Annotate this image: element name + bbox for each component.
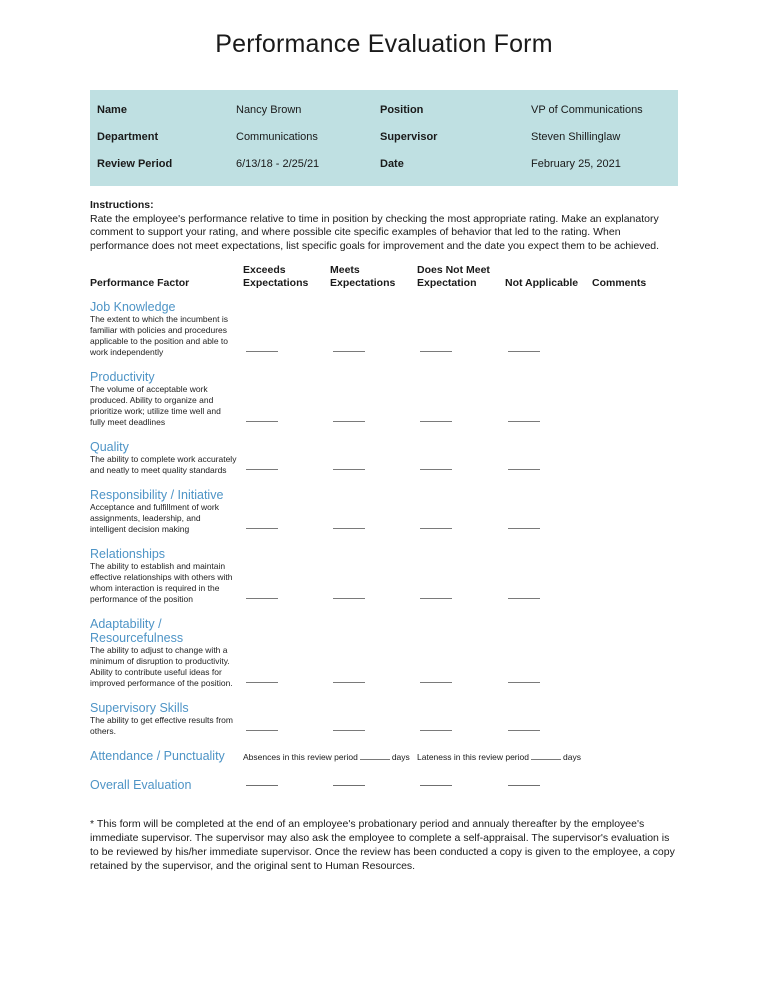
factor-cell <box>90 488 243 535</box>
lateness-days-label: days <box>562 752 581 762</box>
factor-cell <box>90 440 243 476</box>
rating-cell-meets <box>330 410 417 428</box>
rating-cell-meets <box>330 587 417 605</box>
factor-name: Productivity <box>90 370 155 384</box>
factor-description: The volume of acceptable work produced. Ability to organize and prioritize work; utilize time well and fully meet deadlines <box>90 384 221 427</box>
rating-cell-not-applicable <box>505 458 592 476</box>
overall-blank-meets[interactable] <box>333 778 365 786</box>
rating-cell-does-not-meet <box>417 671 505 689</box>
attendance-row <box>90 749 678 763</box>
info-value-department: Communications <box>236 131 318 143</box>
rating-cell-meets <box>330 719 417 737</box>
lateness-field <box>417 751 678 763</box>
rating-blank-exceeds[interactable] <box>246 723 278 731</box>
factor-cell <box>90 617 243 689</box>
rating-cell-not-applicable <box>505 774 592 792</box>
info-value-name: Nancy Brown <box>236 104 302 116</box>
info-label-review-period: Review Period <box>97 158 173 170</box>
absences-days-label: days <box>391 752 410 762</box>
factor-cell <box>90 300 243 358</box>
rating-blank-does-not-meet[interactable] <box>420 591 452 599</box>
rating-cell-exceeds <box>243 340 330 358</box>
rating-cell-meets <box>330 671 417 689</box>
rating-blank-not-applicable[interactable] <box>508 414 540 422</box>
factor-description: The extent to which the incumbent is familiar with policies and procedures applicable to the position and able to work independently <box>90 314 228 357</box>
rating-blank-meets[interactable] <box>333 591 365 599</box>
factor-name-attendance: Attendance / Punctuality <box>90 749 225 763</box>
rating-blank-meets[interactable] <box>333 723 365 731</box>
overall-blank-exceeds[interactable] <box>246 778 278 786</box>
info-value-date: February 25, 2021 <box>531 158 621 170</box>
factor-description: Acceptance and fulfillment of work assignments, leadership, and intelligent decision making <box>90 502 219 534</box>
rating-cell-exceeds <box>243 719 330 737</box>
rating-table-header <box>90 264 678 289</box>
page-title: Performance Evaluation Form <box>215 30 553 58</box>
factor-row <box>90 440 678 476</box>
rating-blank-exceeds[interactable] <box>246 521 278 529</box>
info-label-position: Position <box>380 104 424 116</box>
rating-cell-not-applicable <box>505 340 592 358</box>
rating-cell-not-applicable <box>505 517 592 535</box>
info-value-review-period: 6/13/18 - 2/25/21 <box>236 158 320 170</box>
rating-blank-does-not-meet[interactable] <box>420 462 452 470</box>
factor-row <box>90 547 678 605</box>
factor-row <box>90 488 678 535</box>
factor-name-overall: Overall Evaluation <box>90 778 192 792</box>
info-label-date: Date <box>380 158 404 170</box>
factor-cell <box>90 370 243 428</box>
rating-cell-meets <box>330 340 417 358</box>
rating-cell-meets <box>330 517 417 535</box>
rating-blank-does-not-meet[interactable] <box>420 521 452 529</box>
lateness-label: Lateness in this review period <box>417 752 529 762</box>
absences-days-blank[interactable] <box>360 752 390 760</box>
rating-cell-does-not-meet <box>417 340 505 358</box>
rating-blank-exceeds[interactable] <box>246 462 278 470</box>
rating-blank-not-applicable[interactable] <box>508 675 540 683</box>
instructions-section <box>90 199 678 253</box>
factor-name: Quality <box>90 440 129 454</box>
rating-cell-does-not-meet <box>417 719 505 737</box>
rating-blank-meets[interactable] <box>333 344 365 352</box>
rating-blank-does-not-meet[interactable] <box>420 414 452 422</box>
info-value-supervisor: Steven Shillinglaw <box>531 131 621 143</box>
info-label-supervisor: Supervisor <box>380 131 438 143</box>
header-does-not-meet-expectation: Does Not Meet Expectation <box>417 264 490 289</box>
header-exceeds-expectations: Exceeds Expectations <box>243 264 309 289</box>
rating-cell-exceeds <box>243 517 330 535</box>
factor-name: Relationships <box>90 547 166 561</box>
rating-cell-exceeds <box>243 458 330 476</box>
rating-cell-meets <box>330 458 417 476</box>
lateness-days-blank[interactable] <box>531 752 561 760</box>
rating-blank-not-applicable[interactable] <box>508 521 540 529</box>
rating-blank-exceeds[interactable] <box>246 414 278 422</box>
rating-blank-does-not-meet[interactable] <box>420 723 452 731</box>
info-label-name: Name <box>97 104 127 116</box>
header-meets-expectations: Meets Expectations <box>330 264 396 289</box>
rating-blank-exceeds[interactable] <box>246 591 278 599</box>
rating-blank-exceeds[interactable] <box>246 675 278 683</box>
factor-description: The ability to get effective results from others. <box>90 715 233 736</box>
info-label-department: Department <box>97 131 159 143</box>
rating-cell-not-applicable <box>505 671 592 689</box>
employee-info-box <box>90 90 678 186</box>
header-performance-factor: Performance Factor <box>90 276 190 289</box>
rating-cell-not-applicable <box>505 719 592 737</box>
rating-blank-meets[interactable] <box>333 414 365 422</box>
rating-cell-does-not-meet <box>417 587 505 605</box>
factor-row <box>90 617 678 689</box>
overall-blank-not-applicable[interactable] <box>508 778 540 786</box>
info-value-position: VP of Communications <box>531 104 643 116</box>
factor-row <box>90 701 678 737</box>
absences-label: Absences in this review period <box>243 752 358 762</box>
rating-cell-exceeds <box>243 671 330 689</box>
factor-name: Supervisory Skills <box>90 701 189 715</box>
rating-blank-meets[interactable] <box>333 521 365 529</box>
rating-blank-does-not-meet[interactable] <box>420 344 452 352</box>
rating-cell-exceeds <box>243 774 330 792</box>
overall-blank-does-not-meet[interactable] <box>420 778 452 786</box>
rating-cell-does-not-meet <box>417 774 505 792</box>
rating-blank-meets[interactable] <box>333 675 365 683</box>
rating-table <box>90 264 678 792</box>
factor-description: The ability to establish and maintain effective relationships with others with whom interaction is required in the performance of the position <box>90 561 233 604</box>
footer-note: * This form will be completed at the end of an employee's probationary period and annualy thereafter by the employee's immediate supervisor. The supervisor may also ask the employee to complete a self-appraisal. The supervisor's evaluation is to be reviewed by his/her immediate supervisor. Once the review has been conducted a copy is given to the employee, a copy retained by the supervisor, and the original sent to Human Resources. <box>90 818 675 872</box>
absences-field <box>243 751 417 763</box>
header-not-applicable: Not Applicable <box>505 276 579 289</box>
rating-cell-exceeds <box>243 587 330 605</box>
rating-blank-not-applicable[interactable] <box>508 591 540 599</box>
rating-cell-exceeds <box>243 410 330 428</box>
factor-row <box>90 370 678 428</box>
rating-cell-does-not-meet <box>417 410 505 428</box>
factor-name: Job Knowledge <box>90 300 176 314</box>
rating-cell-does-not-meet <box>417 458 505 476</box>
factor-name: Responsibility / Initiative <box>90 488 224 502</box>
rating-cell-not-applicable <box>505 410 592 428</box>
instructions-heading: Instructions: <box>90 199 154 211</box>
factor-rows <box>90 300 678 737</box>
factor-description: The ability to adjust to change with a minimum of disruption to productivity. Ability to contribute useful ideas for improved performance of the position. <box>90 645 233 688</box>
factor-cell <box>90 701 243 737</box>
factor-cell <box>90 547 243 605</box>
rating-blank-not-applicable[interactable] <box>508 462 540 470</box>
rating-cell-meets <box>330 774 417 792</box>
factor-name: Adaptability / Resourcefulness <box>90 617 184 645</box>
rating-blank-exceeds[interactable] <box>246 344 278 352</box>
header-comments: Comments <box>592 276 647 289</box>
rating-blank-does-not-meet[interactable] <box>420 675 452 683</box>
rating-blank-not-applicable[interactable] <box>508 344 540 352</box>
factor-description: The ability to complete work accurately and neatly to meet quality standards <box>90 454 237 475</box>
factor-row <box>90 300 678 358</box>
rating-blank-meets[interactable] <box>333 462 365 470</box>
rating-cell-does-not-meet <box>417 517 505 535</box>
overall-evaluation-row <box>90 774 678 792</box>
instructions-body: Rate the employee's performance relative to time in position by checking the most appropriate rating. Make an explanatory comment to support your rating, and where possible cite specific examples of behavior that led to the rating. When performance does not meet expectations, list specific goals for improvement and the date you expect them to be achieved. <box>90 212 660 252</box>
rating-blank-not-applicable[interactable] <box>508 723 540 731</box>
rating-cell-not-applicable <box>505 587 592 605</box>
